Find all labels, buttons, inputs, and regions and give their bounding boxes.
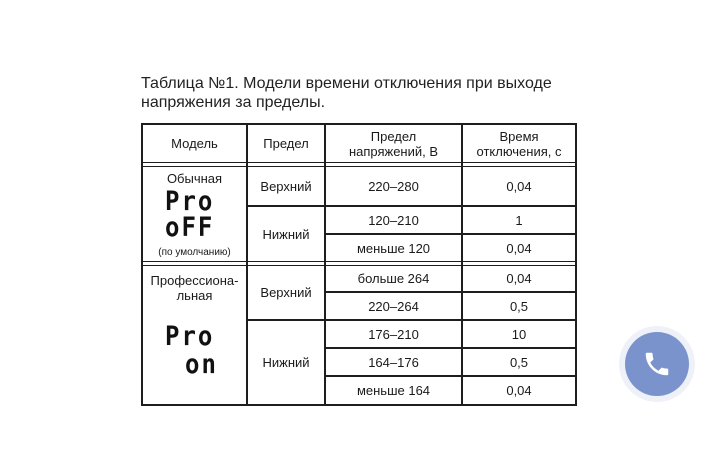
professional-upper-label: Верхний xyxy=(260,285,312,300)
professional-name-line-2: льная xyxy=(176,287,213,303)
caption-line-1: Таблица №1. Модели времени отключения при выходе xyxy=(141,75,552,92)
table-cell-range: больше 264 xyxy=(357,271,430,286)
table-cell-range: 120–210 xyxy=(368,212,419,228)
professional-lcd-line-1: Pro xyxy=(165,320,215,352)
professional-lower-label: Нижний xyxy=(262,355,310,370)
header-voltage xyxy=(326,125,461,162)
table-cell-time: 10 xyxy=(511,326,527,342)
table-cell-time: 0,04 xyxy=(506,178,532,194)
table-cell-range: 220–264 xyxy=(368,298,419,314)
table-caption xyxy=(141,74,611,112)
phone-icon xyxy=(642,349,672,379)
call-button[interactable] xyxy=(625,332,689,396)
table-cell-time: 0,04 xyxy=(506,383,532,398)
professional-lcd-line-2: on xyxy=(185,348,218,380)
table-cell-time: 0,04 xyxy=(506,271,532,286)
table-cell-range: 176–210 xyxy=(368,326,419,342)
ordinary-model-name: Обычная xyxy=(166,170,223,186)
header-limit: Предел xyxy=(263,136,309,151)
table-cell-time: 1 xyxy=(515,212,523,228)
ordinary-model-cell xyxy=(143,167,246,261)
header-model: Модель xyxy=(171,136,218,151)
ordinary-lcd-line-2: oFF xyxy=(165,211,215,243)
table-cell-time: 0,5 xyxy=(509,354,529,370)
shutdown-time-table xyxy=(141,123,577,406)
caption-line-2: напряжения за пределы. xyxy=(141,94,326,111)
header-time xyxy=(463,125,575,162)
table-cell-range: меньше 120 xyxy=(356,240,431,256)
table-cell-range: 164–176 xyxy=(368,354,419,370)
table-cell-time: 0,5 xyxy=(509,298,529,314)
ordinary-lower-label: Нижний xyxy=(262,226,310,242)
header-voltage-line-1: Предел xyxy=(370,128,417,144)
table-cell-range: меньше 164 xyxy=(356,383,431,398)
table-cell-range: 220–280 xyxy=(368,178,419,194)
professional-model-cell xyxy=(143,266,246,404)
ordinary-upper-label: Верхний xyxy=(260,178,312,194)
ordinary-lcd-line-1: Pro xyxy=(165,185,215,217)
professional-name-line-1: Профессиона- xyxy=(150,272,239,288)
header-time-line-1: Время xyxy=(499,128,539,144)
table-cell-time: 0,04 xyxy=(506,240,532,256)
ordinary-default-note: (по умолчанию) xyxy=(158,246,231,258)
header-time-line-2: отключения, с xyxy=(476,143,562,159)
header-voltage-line-2: напряжений, В xyxy=(348,143,439,159)
